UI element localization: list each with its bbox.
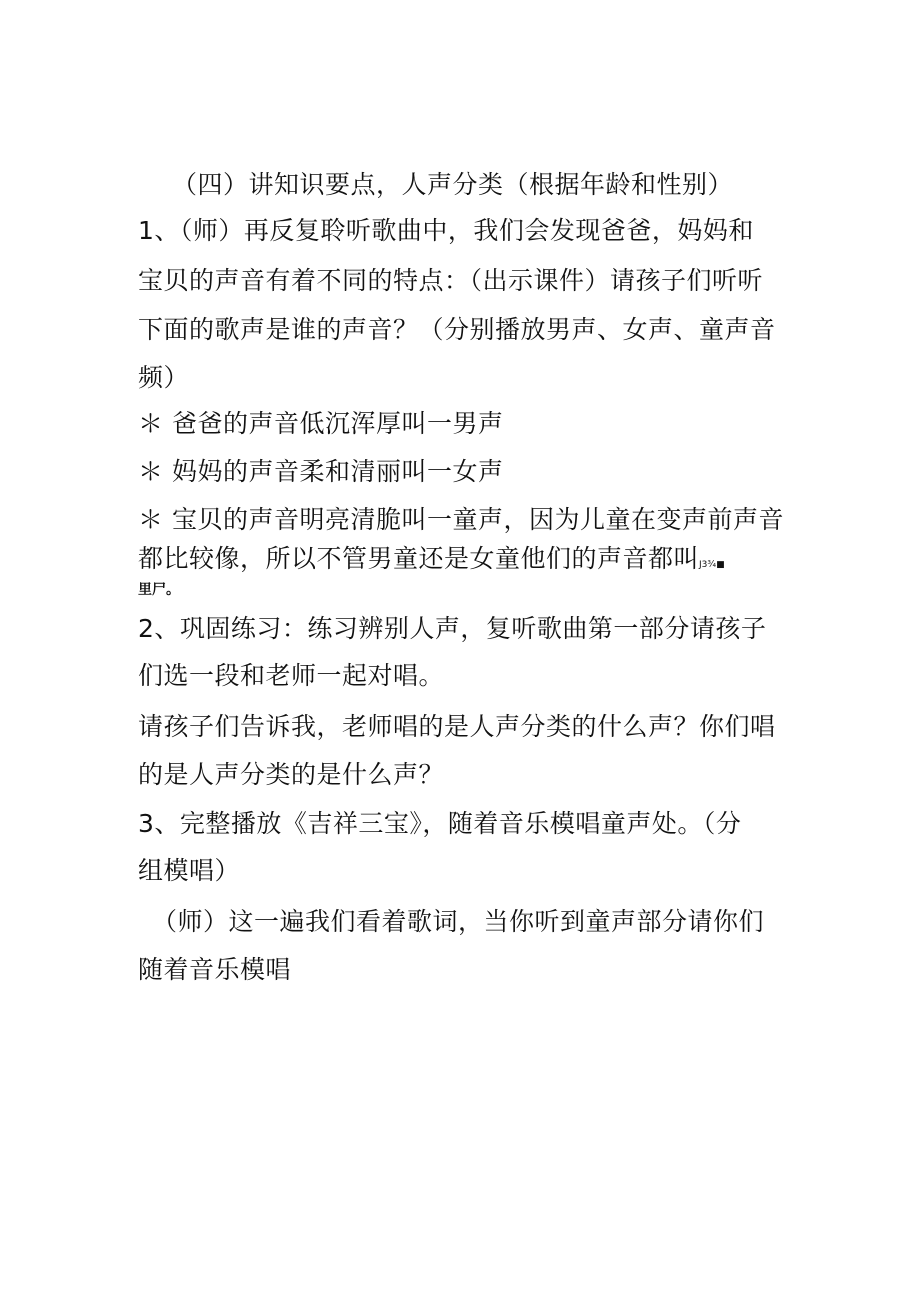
fragment-line: 里尸。	[138, 582, 180, 598]
paragraph-line	[138, 544, 788, 580]
paragraph-text: 都比较像，所以不管男童还是女童他们的声音都叫	[138, 544, 700, 573]
paragraph-line: 的是人声分类的是什么声？	[138, 760, 445, 789]
paragraph-line: 频）	[138, 363, 190, 392]
paragraph-line: 们选一段和老师一起对唱。	[138, 661, 445, 690]
paragraph-line: 组模唱）	[138, 856, 241, 885]
paragraph-line: 3、完整播放《吉祥三宝》，随着音乐模唱童声处。（分	[138, 809, 742, 838]
inline-fragment: J3¾■	[699, 560, 725, 570]
paragraph-line: 2、巩固练习：练习辨别人声，复听歌曲第一部分请孩子	[138, 614, 767, 643]
paragraph-line: 1、（师）再反复聆听歌曲中，我们会发现爸爸，妈妈和	[138, 216, 754, 245]
paragraph-line: 宝贝的声音有着不同的特点：（出示课件）请孩子们听听	[138, 266, 764, 295]
paragraph-line: 随着音乐模唱	[138, 955, 292, 984]
paragraph-line: （师）这一遍我们看着歌词，当你听到童声部分请你们	[152, 907, 765, 936]
bullet-line: ＊ 妈妈的声音柔和清丽叫一女声	[138, 457, 504, 486]
paragraph-line: 下面的歌声是谁的声音？（分别播放男声、女声、童声音	[138, 315, 776, 344]
section-heading: （四）讲知识要点，人声分类（根据年龄和性别）	[172, 170, 734, 199]
bullet-line: ＊ 宝贝的声音明亮清脆叫一童声，因为儿童在变声前声音	[138, 505, 784, 534]
paragraph-line: 请孩子们告诉我，老师唱的是人声分类的什么声？你们唱	[138, 712, 776, 741]
bullet-line: ＊ 爸爸的声音低沉浑厚叫一男声	[138, 409, 504, 438]
